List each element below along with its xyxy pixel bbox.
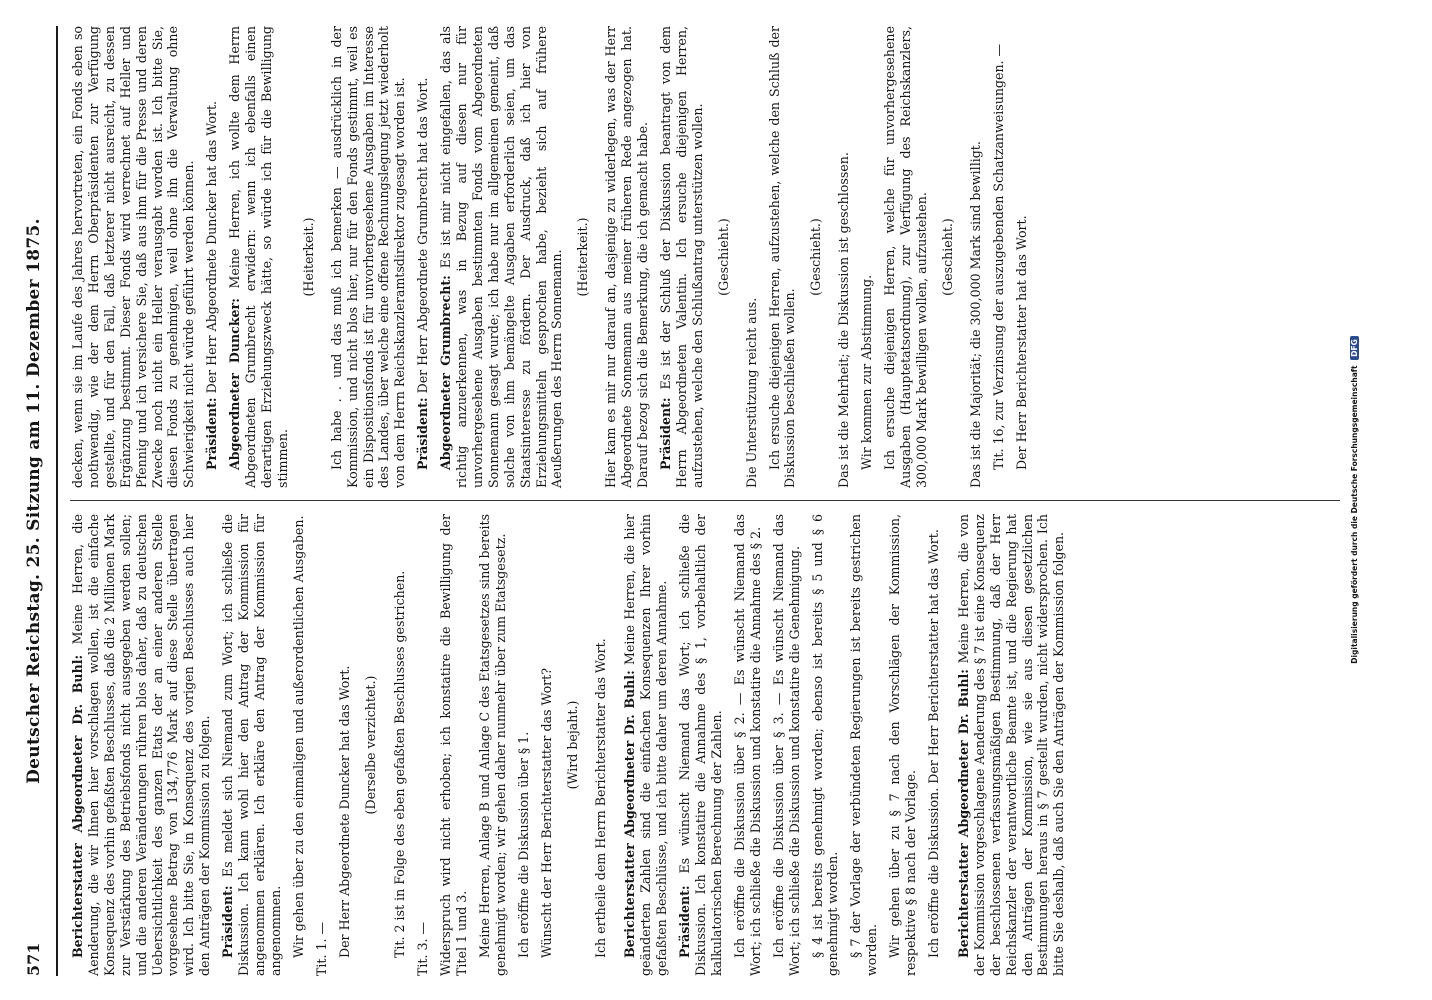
- text-paragraph: Hier kam es mir nur darauf an, dasjenige zu widerlegen, was der Herr Abgeordnete Sonnemann aus meiner früheren Rede angezogen hat. Darauf bezog sich die Bemerkung, die ich gemacht habe.: [603, 26, 651, 488]
- text-paragraph: Tit. 2 ist in Folge des eben gefaßten Beschlusses gestrichen.: [392, 570, 408, 958]
- left-column: [70, 514, 1340, 976]
- speaker-name: Präsident:: [677, 885, 693, 958]
- remark-paragraph: (Heiterkeit.): [300, 217, 316, 297]
- speaker-name: Präsident:: [204, 397, 220, 470]
- remark-paragraph: (Geschieht.): [939, 218, 955, 296]
- text-paragraph: Der Herr Berichterstatter hat das Wort.: [1013, 215, 1029, 470]
- column-divider: [70, 500, 1340, 501]
- text-paragraph: § 4 ist bereits genehmigt worden; ebenso ist bereits § 5 und § 6 genehmigt worden.: [809, 514, 841, 976]
- speaker-name: Abgeordneter Duncker:: [227, 298, 243, 470]
- text-paragraph: Ich eröffne die Diskussion. Der Herr Berichterstatter hat das Wort.: [925, 529, 941, 958]
- remark-paragraph: (Wird bejaht.): [564, 700, 580, 790]
- right-column: [70, 26, 1340, 488]
- text-paragraph: Tit. 3. —: [415, 921, 431, 976]
- text-paragraph: Präsident: Es meldet sich Niemand zum Wort; ich schließe die Diskussion. Ich kann wohl hier den Antrag der Kommission für angenommen erklären. Ich erkläre den Antrag der Kommission für angenommen.: [220, 514, 283, 976]
- remark-paragraph: (Derselbe verzichtet.): [362, 675, 378, 815]
- text-paragraph: Wir kommen zur Abstimmung.: [859, 274, 875, 470]
- text-paragraph: Berichterstatter Abgeordneter Dr. Buhl: Meine Herren, die hier geänderten Zahlen sind die einfachen Konsequenzen Ihrer vorhin gefaßten Beschlüsse, und ich bitte daher um deren Annahme.: [622, 514, 670, 976]
- text-paragraph: Der Herr Abgeordnete Duncker hat das Wort.: [336, 665, 352, 958]
- text-paragraph: Das ist die Majorität; die 300,000 Mark sind bewilligt.: [967, 141, 983, 488]
- text-paragraph: Wir gehen über zu den einmaligen und außerordentlichen Ausgaben.: [290, 515, 306, 958]
- text-paragraph: Widerspruch wird nicht erhoben; ich konstatire die Bewilligung der Titel 1 und 3.: [438, 514, 470, 976]
- text-paragraph: Ich ersuche diejenigen Herren, welche für unvorhergesehene Ausgaben (Hauptetatsordnung), zur Verfügung des Reichskanzlers, 300,000 Mark bewilligen wollen, aufzustehen.: [882, 26, 929, 488]
- text-paragraph: Ich habe . . und das muß ich bemerken — ausdrücklich in der Kommission, und nicht blos hier, nur für den Fonds gestimmt, weil es ein Dispositionsfonds ist für unvorhergesehene Ausgaben im Interesse des Landes, über welche eine offene Rechnungslegung jetzt wiederholt von dem Herrn Reichskanzleramtsdirektor zugesagt worden ist.: [328, 26, 408, 488]
- text-paragraph: Abgeordneter Duncker: Meine Herren, ich wollte dem Herrn Abgeordneten Grumbrecht erwidern: wenn ich ebenfalls einen derartigen Erziehungszweck hätte, so würde ich für die Bewilligung stimmen.: [227, 26, 290, 488]
- speaker-name: Abgeordneter Grumbrecht:: [438, 275, 454, 470]
- text-paragraph: Wünscht der Herr Berichterstatter das Wort?: [538, 668, 554, 958]
- dfg-logo: DFG: [1350, 336, 1359, 360]
- text-paragraph: Tit. 1. —: [313, 921, 329, 976]
- remark-paragraph: (Geschieht.): [715, 218, 731, 296]
- text-paragraph: Präsident: Es ist der Schluß der Diskussion beantragt von dem Herrn Abgeordneten Valentin. Ich ersuche diejenigen Herren, aufzustehen, welche den Schlußantrag unterstützen wollen.: [658, 26, 705, 488]
- footer: [1350, 0, 1359, 1000]
- text-paragraph: § 7 der Vorlage der verbündeten Regierungen ist bereits gestrichen worden.: [848, 514, 880, 976]
- page-header: [16, 26, 58, 976]
- text-paragraph: Berichterstatter Abgeordneter Dr. Buhl: Meine Herren, die von der Kommission vorgeschlagene Aenderung des § 7 ist eine Konsequenz der beschlossenen verfassungsmäßigen Bestimmung, daß der Herr Reichskanzler der verantwortliche Beamte ist, und die Regierung hat den Anträgen der Kommission, wie sie aus diesen gesetzlichen Bestimmungen heraus in § 7 gestellt wurden, nicht widersprochen. Ich bitte Sie deshalb, daß auch Sie den Anträgen der Kommission folgen.: [955, 514, 1067, 976]
- speaker-name: Berichterstatter Abgeordneter Dr. Buhl:: [955, 669, 971, 958]
- speaker-name: Präsident:: [658, 397, 673, 470]
- text-paragraph: Abgeordneter Grumbrecht: Es ist mir nicht eingefallen, das als richtig anzuerkennen, was in Bezug auf diesen nur für unvorhergesehene Ausgaben bestimmten Fonds vom Abgeordneten Sonnemann gesagt wurde; ich habe nur im allgemeinen gemeint, daß solche von ihm bemängelte Ausgaben erforderlich seien, um das Staatsinteresse zu fördern. Der Ausdruck, daß ich hier von Erziehungsmitteln gesprochen habe, bezieht sich auf frühere Aeußerungen des Herrn Sonnemann.: [438, 25, 565, 488]
- remark-paragraph: (Geschieht.): [808, 218, 824, 296]
- speaker-name: Präsident:: [220, 885, 236, 958]
- text-paragraph: Meine Herren, Anlage B und Anlage C des Etatsgesetzes sind bereits genehmigt worden; wir gehen daher nunmehr über zum Etatsgesetz.: [477, 514, 508, 976]
- text-paragraph: Die Unterstützung reicht aus.: [743, 297, 759, 488]
- text-paragraph: Ich ertheile dem Herrn Berichterstatter das Wort.: [592, 638, 608, 958]
- text-paragraph: Präsident: Der Herr Abgeordnete Grumbrecht hat das Wort.: [415, 77, 431, 470]
- text-paragraph: decken, wenn sie im Laufe des Jahres hervortreten, ein Fonds eben so nothwendig, wie der dem Herrn Oberpräsidenten zur Verfügung gestellte, und für den Fall, daß letzterer nicht ausreicht, zu dessen Ergänzung bestimmt. Dieser Fonds wird verrechnet auf Heller und Pfennig und ich versichere Sie, daß aus ihm für die Presse und deren Zwecke noch nicht ein Heller verausgabt worden ist. Ich bitte Sie, diesen Fonds zu genehmigen, weil ohne ihn die Verwaltung ohne Schwierigkeit nicht würde geführt werden können.: [70, 26, 197, 488]
- footer-text: Digitalisierung gefördert durch die Deutsche Forschungsgemeinschaft: [1350, 365, 1359, 664]
- text-paragraph: Präsident: Der Herr Abgeordnete Duncker hat das Wort.: [204, 100, 220, 470]
- speaker-name: Berichterstatter Abgeordneter Dr. Buhl:: [622, 670, 638, 958]
- text-paragraph: Präsident: Es wünscht Niemand das Wort; ich schließe die Diskussion. Ich konstatire die Annahme des § 1, vorbehaltlich der kalkulatorischen Berechnung der Zahlen.: [677, 514, 724, 976]
- speaker-name: Berichterstatter Abgeordneter Dr. Buhl:: [70, 654, 85, 958]
- page-title: Deutscher Reichstag. 25. Sitzung am 11. Dezember 1875.: [24, 218, 44, 784]
- text-paragraph: Ich ersuche diejenigen Herren, aufzustehen, welche den Schluß der Diskussion beschließen wollen.: [766, 26, 798, 488]
- text-paragraph: Ich eröffne die Diskussion über § 3. — Es wünscht Niemand das Wort; ich schließe die Diskussion und konstatire die Genehmigung.: [770, 514, 802, 976]
- text-paragraph: Tit. 16, zur Verzinsung der auszugebenden Schatzanweisungen. —: [990, 43, 1006, 470]
- speaker-name: Präsident:: [415, 397, 431, 470]
- text-paragraph: Das ist die Mehrheit; die Diskussion ist geschlossen.: [836, 152, 852, 488]
- text-paragraph: Ich eröffne die Diskussion über § 2. — Es wünscht Niemand das Wort; ich schließe die Diskussion und konstatire die Annahme des § 2.: [731, 514, 763, 976]
- text-paragraph: Berichterstatter Abgeordneter Dr. Buhl: Meine Herren, die Aenderung, die wir Ihnen hier vorschlagen wollen, ist die einfache Konsequenz des vorhin gefaßten Beschlusses, daß die 2 Millionen Mark zur Verstärkung des Betriebsfonds nicht ausgegeben werden sollen; und die anderen Veränderungen rühren blos daher, daß zu deutschen Uebersichtlichkeit des ganzen Etats der an einer anderen Stelle vorgesehene Betrag von 134,776 Mark auf diese Stelle übertragen wird. Ich bitte Sie, in Konsequenz des vorigen Beschlusses auch hier den Anträgen der Kommission zu folgen.: [70, 514, 213, 976]
- remark-paragraph: (Heiterkeit.): [575, 217, 591, 297]
- text-paragraph: Wir gehen über zu § 7 nach den Vorschlägen der Kommission, respektive § 8 nach der Vorlage.: [887, 514, 919, 976]
- page-number: 571: [24, 942, 43, 976]
- text-paragraph: Ich eröffne die Diskussion über § 1.: [515, 731, 531, 958]
